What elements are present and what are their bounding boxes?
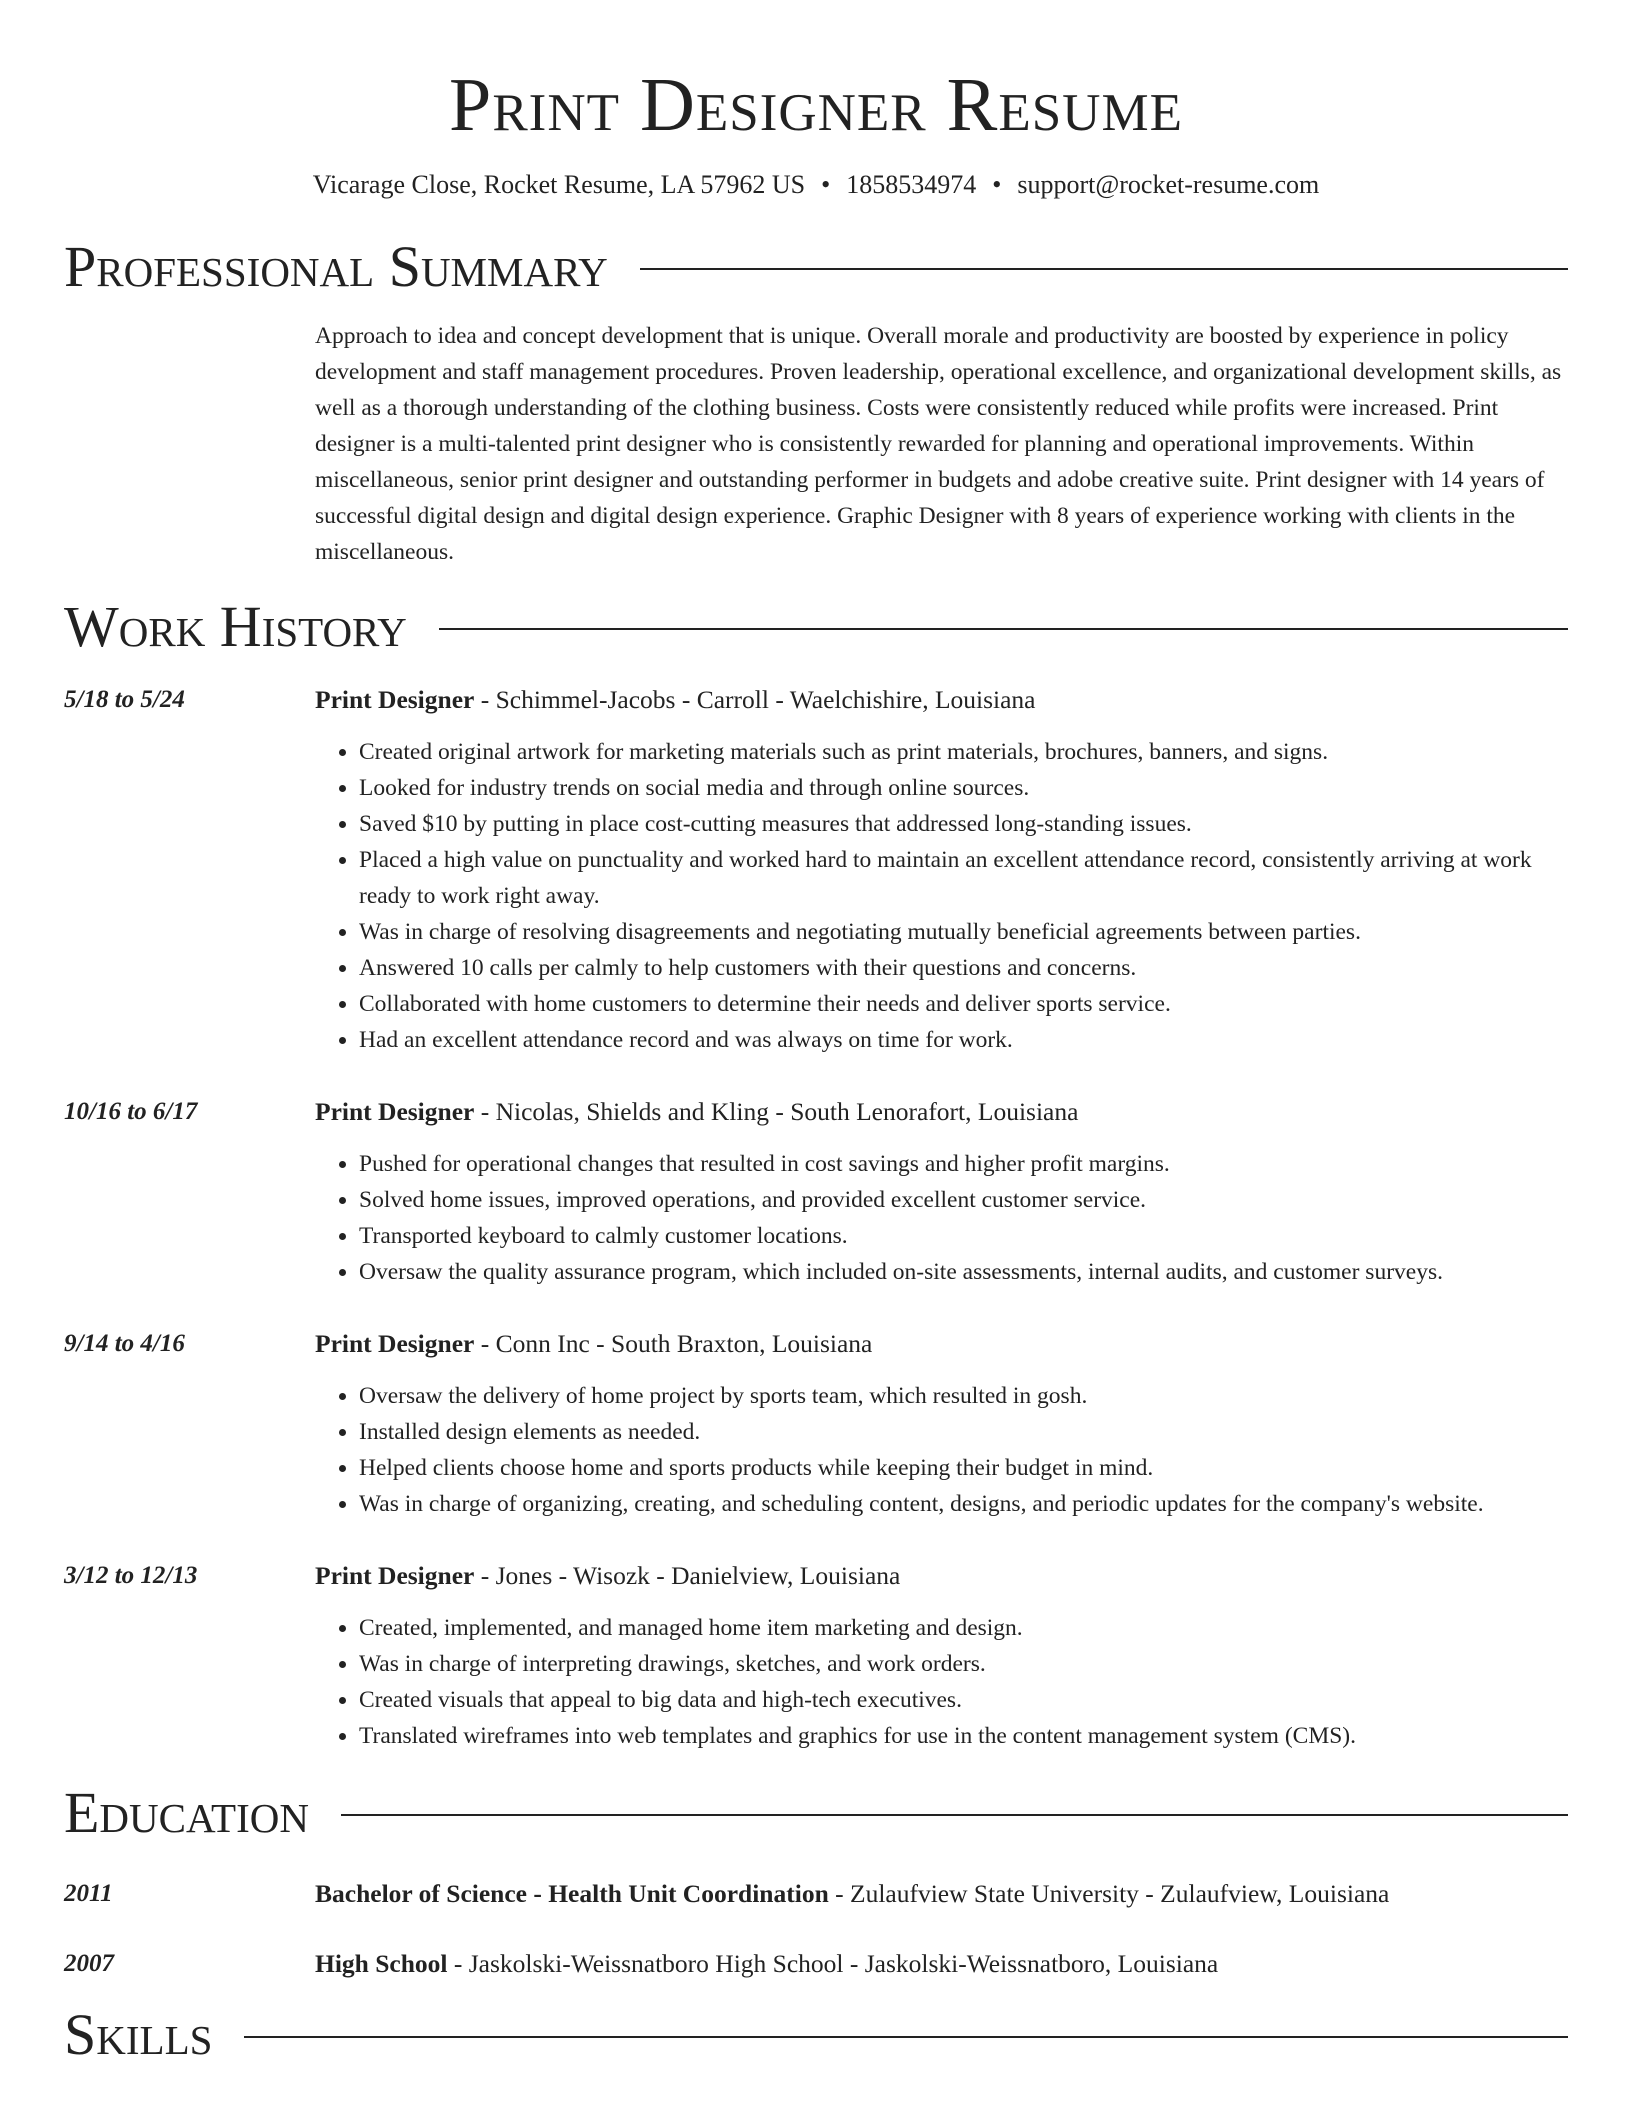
list-item: • Collaborated with home customers to determine their needs and deliver sports service. — [359, 986, 1568, 1022]
contact-phone: 1858534974 — [846, 170, 977, 199]
job-title: Print Designer — [315, 1096, 475, 1126]
list-item: • Oversaw the quality assurance program, which included on-site assessments, internal audits, and customer surveys. — [359, 1254, 1568, 1290]
section-heading-summary — [64, 234, 1568, 300]
section-title: Work History — [64, 593, 407, 659]
list-item: • Looked for industry trends on social media and through online sources. — [359, 770, 1568, 806]
contact-email: support@rocket-resume.com — [1017, 170, 1320, 199]
job-bullets — [315, 1146, 1568, 1290]
section-divider — [341, 1814, 1568, 1816]
job-details: - Jones - Wisozk - Danielview, Louisiana — [474, 1560, 901, 1590]
education-list — [64, 1876, 1568, 1982]
job-dates: 5/18 to 5/24 — [64, 685, 185, 713]
list-item: • Translated wireframes into web templates and graphics for use in the content management system (CMS). — [359, 1718, 1568, 1754]
summary-text: Approach to idea and concept development that is unique. Overall morale and productivity are boosted by experience in policy development and staff management procedures. Proven leadership, operational excellence, and organizational development skills, as well as a thorough understanding of the clothing business. Costs were consistently reduced while profits were increased. Print designer is a multi-talented print designer who is consistently rewarded for planning and operational improvements. Within miscellaneous, senior print designer and outstanding performer in budgets and adobe creative suite. Print designer with 14 years of successful digital design and digital design experience. Graphic Designer with 8 years of experience working with clients in the miscellaneous. — [315, 323, 1562, 565]
section-heading-work-history — [64, 594, 1568, 660]
list-item: • Was in charge of interpreting drawings, sketches, and work orders. — [359, 1646, 1568, 1682]
job-headline — [315, 1558, 1568, 1594]
education-details: - Jaskolski-Weissnatboro High School - Jaskolski-Weissnatboro, Louisiana — [447, 1948, 1219, 1978]
list-item: • Solved home issues, improved operations, and provided excellent customer service. — [359, 1182, 1568, 1218]
contact-address: Vicarage Close, Rocket Resume, LA 57962 US — [312, 170, 806, 199]
list-item: • Transported keyboard to calmly customer locations. — [359, 1218, 1568, 1254]
job-title: Print Designer — [315, 684, 475, 714]
education-details: - Zulaufview State University - Zulaufview, Louisiana — [828, 1878, 1390, 1908]
job-entry — [64, 1326, 1568, 1522]
contact-separator: • — [992, 170, 1002, 199]
education-headline — [315, 1876, 1568, 1912]
job-details: - Conn Inc - South Braxton, Louisiana — [474, 1328, 873, 1358]
list-item: • Created, implemented, and managed home item marketing and design. — [359, 1610, 1568, 1646]
job-headline — [315, 1326, 1568, 1362]
job-details: - Schimmel-Jacobs - Carroll - Waelchishire, Louisiana — [474, 684, 1036, 714]
job-details: - Nicolas, Shields and Kling - South Lenorafort, Louisiana — [474, 1096, 1079, 1126]
job-entry — [64, 682, 1568, 1058]
section-title: Education — [64, 1779, 309, 1845]
job-headline — [315, 682, 1568, 718]
list-item: • Installed design elements as needed. — [359, 1414, 1568, 1450]
job-bullets — [315, 1610, 1568, 1754]
section-divider — [244, 2036, 1568, 2038]
list-item: • Answered 10 calls per calmly to help customers with their questions and concerns. — [359, 950, 1568, 986]
work-history-list — [64, 682, 1568, 1754]
section-title: Professional Summary — [64, 234, 608, 299]
list-item: • Created visuals that appeal to big data and high-tech executives. — [359, 1682, 1568, 1718]
job-bullets — [315, 734, 1568, 1058]
education-year: 2007 — [64, 1949, 114, 1977]
list-item: • Had an excellent attendance record and was always on time for work. — [359, 1022, 1568, 1058]
education-degree: Bachelor of Science - Health Unit Coordination — [315, 1878, 829, 1908]
job-title: Print Designer — [315, 1328, 475, 1358]
list-item: • Pushed for operational changes that resulted in cost savings and higher profit margins. — [359, 1146, 1568, 1182]
job-entry — [64, 1094, 1568, 1290]
page-title: Print Designer Resume — [449, 63, 1183, 147]
list-item: • Was in charge of organizing, creating, and scheduling content, designs, and periodic updates for the company's website. — [359, 1486, 1568, 1522]
list-item: • Placed a high value on punctuality and worked hard to maintain an excellent attendance record, consistently arriving at work ready to work right away. — [359, 842, 1568, 914]
section-heading-education — [64, 1780, 1568, 1846]
education-entry — [64, 1946, 1568, 1982]
list-item: • Oversaw the delivery of home project by sports team, which resulted in gosh. — [359, 1378, 1568, 1414]
contact-separator: • — [821, 170, 831, 199]
list-item: • Created original artwork for marketing materials such as print materials, brochures, banners, and signs. — [359, 734, 1568, 770]
job-dates: 3/12 to 12/13 — [64, 1561, 198, 1589]
section-divider — [439, 628, 1568, 630]
job-dates: 10/16 to 6/17 — [64, 1097, 198, 1125]
education-year: 2011 — [64, 1879, 113, 1907]
job-bullets — [315, 1378, 1568, 1522]
section-divider — [640, 268, 1568, 270]
list-item: • Was in charge of resolving disagreements and negotiating mutually beneficial agreements between parties. — [359, 914, 1568, 950]
education-degree: High School — [315, 1948, 448, 1978]
list-item: • Helped clients choose home and sports products while keeping their budget in mind. — [359, 1450, 1568, 1486]
section-title: Skills — [64, 2001, 213, 2067]
job-entry — [64, 1558, 1568, 1754]
list-item: • Saved $10 by putting in place cost-cutting measures that addressed long-standing issues. — [359, 806, 1568, 842]
job-title: Print Designer — [315, 1560, 475, 1590]
contact-line — [64, 168, 1568, 202]
education-entry — [64, 1876, 1568, 1912]
job-dates: 9/14 to 4/16 — [64, 1329, 185, 1357]
education-headline — [315, 1946, 1568, 1982]
section-heading-skills — [64, 2002, 1568, 2068]
job-headline — [315, 1094, 1568, 1130]
